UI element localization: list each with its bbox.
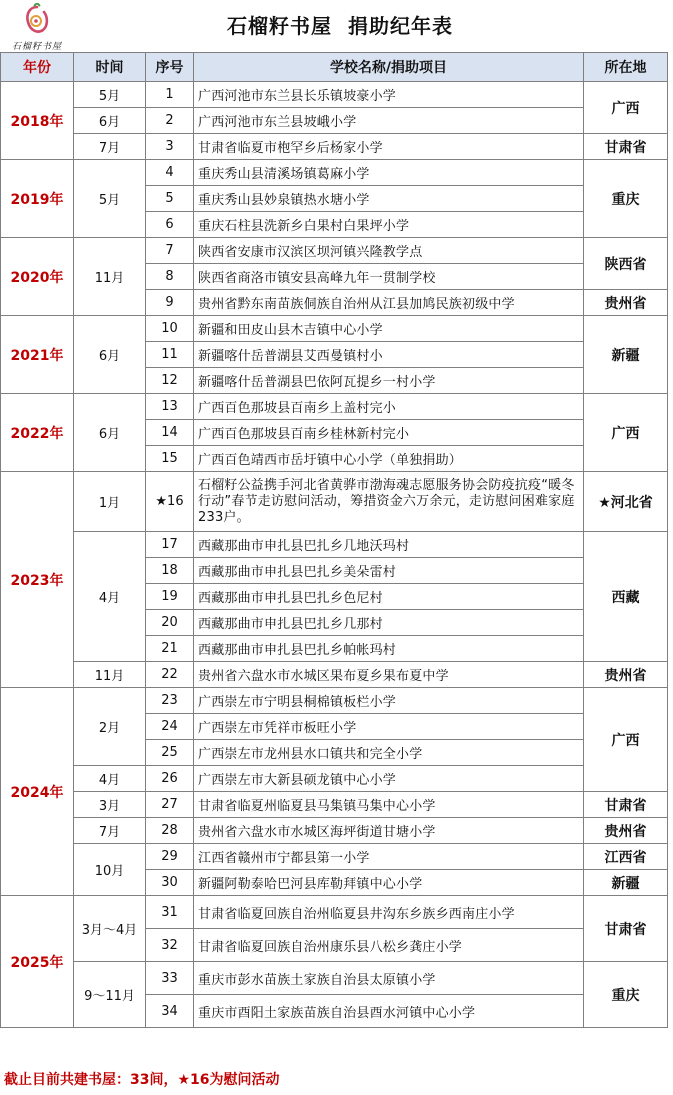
table-row xyxy=(1,532,668,558)
seq-cell: 1 xyxy=(146,82,194,108)
seq-cell: 10 xyxy=(146,316,194,342)
summary-footer: 截止目前共建书屋：33间，★16为慰问活动 xyxy=(4,1072,280,1088)
year-cell: 2025年 xyxy=(1,896,74,1028)
seq-cell: 24 xyxy=(146,714,194,740)
seq-cell: 2 xyxy=(146,108,194,134)
table-header-row xyxy=(1,53,668,82)
school-name-cell: 西藏那曲市申扎县巴扎乡帕帐玛村 xyxy=(194,636,584,662)
school-name-cell: 广西百色那坡县百南乡上盖村完小 xyxy=(194,394,584,420)
col-time-header: 时间 xyxy=(74,53,146,82)
time-cell: 11月 xyxy=(74,238,146,316)
seq-cell: 6 xyxy=(146,212,194,238)
school-name-cell: 广西崇左市宁明县桐棉镇板栏小学 xyxy=(194,688,584,714)
location-cell: 贵州省 xyxy=(584,818,668,844)
location-cell: 甘肃省 xyxy=(584,896,668,962)
school-name-cell: 广西河池市东兰县坡峨小学 xyxy=(194,108,584,134)
col-year-header: 年份 xyxy=(1,53,74,82)
location-cell: ★河北省 xyxy=(584,472,668,532)
location-cell: 重庆 xyxy=(584,160,668,238)
location-cell: 陕西省 xyxy=(584,238,668,290)
seq-cell: 21 xyxy=(146,636,194,662)
blank-row xyxy=(1,1028,668,1063)
time-cell: 11月 xyxy=(74,662,146,688)
table-row xyxy=(1,160,668,186)
blank-cell xyxy=(194,1028,584,1063)
blank-cell xyxy=(146,1028,194,1063)
table-row xyxy=(1,394,668,420)
school-name-cell: 江西省赣州市宁都县第一小学 xyxy=(194,844,584,870)
table-row xyxy=(1,238,668,264)
school-name-cell: 广西百色那坡县百南乡桂林新村完小 xyxy=(194,420,584,446)
school-name-cell: 广西崇左市大新县硕龙镇中心小学 xyxy=(194,766,584,792)
seq-cell: 30 xyxy=(146,870,194,896)
table-row xyxy=(1,108,668,134)
time-cell: 5月 xyxy=(74,160,146,238)
table-row xyxy=(1,688,668,714)
seq-cell: 31 xyxy=(146,896,194,929)
table-row xyxy=(1,662,668,688)
school-name-cell: 新疆喀什岳普湖县艾西曼镇村小 xyxy=(194,342,584,368)
school-name-cell: 重庆秀山县妙泉镇热水塘小学 xyxy=(194,186,584,212)
col-location-header: 所在地 xyxy=(584,53,668,82)
location-cell: 西藏 xyxy=(584,532,668,662)
blank-cell xyxy=(74,1028,146,1063)
seq-cell: 9 xyxy=(146,290,194,316)
time-cell: 7月 xyxy=(74,818,146,844)
time-cell: 3月 xyxy=(74,792,146,818)
location-cell: 广西 xyxy=(584,688,668,792)
seq-cell: 3 xyxy=(146,134,194,160)
seq-cell: 15 xyxy=(146,446,194,472)
school-name-cell: 西藏那曲市申扎县巴扎乡几地沃玛村 xyxy=(194,532,584,558)
seq-cell: 22 xyxy=(146,662,194,688)
year-cell: 2021年 xyxy=(1,316,74,394)
year-cell: 2018年 xyxy=(1,82,74,160)
time-cell: 5月 xyxy=(74,82,146,108)
pomegranate-logo-icon xyxy=(23,3,51,37)
table-row xyxy=(1,82,668,108)
school-name-cell: 广西河池市东兰县长乐镇坡豪小学 xyxy=(194,82,584,108)
table-row xyxy=(1,818,668,844)
donation-table xyxy=(0,52,668,1062)
time-cell: 6月 xyxy=(74,108,146,134)
seq-cell: 26 xyxy=(146,766,194,792)
location-cell: 贵州省 xyxy=(584,290,668,316)
table-row xyxy=(1,896,668,929)
seq-cell: 14 xyxy=(146,420,194,446)
time-cell: 4月 xyxy=(74,766,146,792)
time-cell: 6月 xyxy=(74,316,146,394)
location-cell: 江西省 xyxy=(584,844,668,870)
time-cell: 6月 xyxy=(74,394,146,472)
col-name-header: 学校名称/捐助项目 xyxy=(194,53,584,82)
seq-cell: 27 xyxy=(146,792,194,818)
school-name-cell: 西藏那曲市申扎县巴扎乡色尼村 xyxy=(194,584,584,610)
school-name-cell: 贵州省黔东南苗族侗族自治州从江县加鸠民族初级中学 xyxy=(194,290,584,316)
seq-cell: 28 xyxy=(146,818,194,844)
blank-cell xyxy=(584,1028,668,1063)
school-name-cell: 新疆阿勒泰哈巴河县库勒拜镇中心小学 xyxy=(194,870,584,896)
blank-cell xyxy=(1,1028,74,1063)
school-name-cell: 重庆秀山县清溪场镇葛麻小学 xyxy=(194,160,584,186)
logo-text: 石榴籽书屋 xyxy=(11,42,62,52)
col-seq-header: 序号 xyxy=(146,53,194,82)
location-cell: 广西 xyxy=(584,82,668,134)
school-name-cell: 西藏那曲市申扎县巴扎乡几那村 xyxy=(194,610,584,636)
seq-cell: 4 xyxy=(146,160,194,186)
time-cell: 1月 xyxy=(74,472,146,532)
location-cell: 贵州省 xyxy=(584,662,668,688)
logo xyxy=(3,3,71,51)
location-cell: 新疆 xyxy=(584,870,668,896)
school-name-cell: 贵州省六盘水市水城区果布夏乡果布夏中学 xyxy=(194,662,584,688)
seq-cell: 17 xyxy=(146,532,194,558)
seq-cell: 29 xyxy=(146,844,194,870)
location-cell: 重庆 xyxy=(584,962,668,1028)
school-name-cell: 贵州省六盘水市水城区海坪街道甘塘小学 xyxy=(194,818,584,844)
year-cell: 2019年 xyxy=(1,160,74,238)
time-cell: 10月 xyxy=(74,844,146,896)
time-cell: 3月～4月 xyxy=(74,896,146,962)
school-name-cell: 重庆市酉阳土家族苗族自治县酉水河镇中心小学 xyxy=(194,995,584,1028)
seq-cell: 12 xyxy=(146,368,194,394)
seq-cell: 25 xyxy=(146,740,194,766)
time-cell: 4月 xyxy=(74,532,146,662)
location-cell: 新疆 xyxy=(584,316,668,394)
activity-description-cell: 石榴籽公益携手河北省黄骅市渤海魂志愿服务协会防疫抗疫“暖冬行动”春节走访慰问活动，筹措资金六万余元，走访慰问困难家庭233户。 xyxy=(194,472,584,532)
seq-cell: 32 xyxy=(146,929,194,962)
table-row xyxy=(1,316,668,342)
school-name-cell: 甘肃省临夏回族自治州康乐县八松乡龚庄小学 xyxy=(194,929,584,962)
school-name-cell: 新疆喀什岳普湖县巴依阿瓦提乡一村小学 xyxy=(194,368,584,394)
year-cell: 2020年 xyxy=(1,238,74,316)
school-name-cell: 重庆市彭水苗族土家族自治县太原镇小学 xyxy=(194,962,584,995)
table-row xyxy=(1,134,668,160)
seq-cell: 23 xyxy=(146,688,194,714)
seq-cell: ★16 xyxy=(146,472,194,532)
location-cell: 甘肃省 xyxy=(584,792,668,818)
school-name-cell: 甘肃省临夏回族自治州临夏县井沟东乡族乡西南庄小学 xyxy=(194,896,584,929)
table-row xyxy=(1,962,668,995)
school-name-cell: 陕西省商洛市镇安县高峰九年一贯制学校 xyxy=(194,264,584,290)
school-name-cell: 广西百色靖西市岳圩镇中心小学（单独捐助） xyxy=(194,446,584,472)
school-name-cell: 重庆石柱县洗新乡白果村白果坪小学 xyxy=(194,212,584,238)
time-cell: 9～11月 xyxy=(74,962,146,1028)
seq-cell: 34 xyxy=(146,995,194,1028)
table-row xyxy=(1,844,668,870)
table-row xyxy=(1,766,668,792)
year-cell: 2022年 xyxy=(1,394,74,472)
seq-cell: 5 xyxy=(146,186,194,212)
time-cell: 2月 xyxy=(74,688,146,766)
page-title: 石榴籽书屋 捐助纪年表 xyxy=(227,14,453,38)
school-name-cell: 广西崇左市凭祥市板旺小学 xyxy=(194,714,584,740)
seq-cell: 7 xyxy=(146,238,194,264)
table-row xyxy=(1,792,668,818)
seq-cell: 18 xyxy=(146,558,194,584)
location-cell: 甘肃省 xyxy=(584,134,668,160)
seq-cell: 33 xyxy=(146,962,194,995)
table-row xyxy=(1,472,668,532)
school-name-cell: 甘肃省临夏州临夏县马集镇马集中心小学 xyxy=(194,792,584,818)
school-name-cell: 陕西省安康市汉滨区坝河镇兴隆教学点 xyxy=(194,238,584,264)
seq-cell: 20 xyxy=(146,610,194,636)
location-cell: 广西 xyxy=(584,394,668,472)
school-name-cell: 西藏那曲市申扎县巴扎乡美朵雷村 xyxy=(194,558,584,584)
seq-cell: 19 xyxy=(146,584,194,610)
seq-cell: 8 xyxy=(146,264,194,290)
time-cell: 7月 xyxy=(74,134,146,160)
year-cell: 2023年 xyxy=(1,472,74,688)
school-name-cell: 甘肃省临夏市枹罕乡后杨家小学 xyxy=(194,134,584,160)
seq-cell: 11 xyxy=(146,342,194,368)
school-name-cell: 新疆和田皮山县木吉镇中心小学 xyxy=(194,316,584,342)
seq-cell: 13 xyxy=(146,394,194,420)
year-cell: 2024年 xyxy=(1,688,74,896)
school-name-cell: 广西崇左市龙州县水口镇共和完全小学 xyxy=(194,740,584,766)
